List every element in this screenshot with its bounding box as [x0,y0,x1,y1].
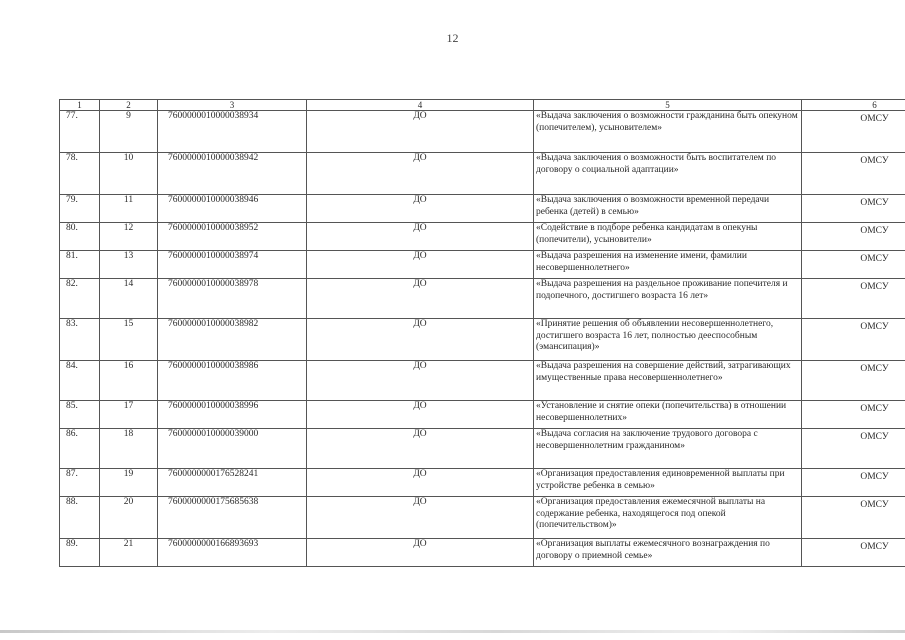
organization: ОМСУ [802,251,905,279]
service-code: 7600000010000038996 [158,401,307,429]
table-row [60,319,905,361]
row-number: 81. [60,251,100,279]
header-row [60,100,905,111]
service-name: «Выдача заключения о возможности временной передачи ребенка (детей) в семью» [534,195,802,223]
service-type: ДО [307,401,534,429]
service-type: ДО [307,429,534,469]
service-name: «Выдача разрешения на изменение имени, фамилии несовершеннолетнего» [534,251,802,279]
organization: ОМСУ [802,223,905,251]
organization: ОМСУ [802,429,905,469]
table-row [60,497,905,539]
row-number: 80. [60,223,100,251]
service-name: «Выдача заключения о возможности быть воспитателем по договору о социальной адаптации» [534,153,802,195]
column-header: 6 [802,100,905,111]
organization: ОМСУ [802,361,905,401]
sub-number: 18 [100,429,158,469]
row-number: 85. [60,401,100,429]
service-name: «Принятие решения об объявлении несовершеннолетнего, достигшего возраста 16 лет, полностью дееспособным (эмансипация)» [534,319,802,361]
service-type: ДО [307,279,534,319]
row-number: 79. [60,195,100,223]
service-code: 7600000010000038974 [158,251,307,279]
service-type: ДО [307,153,534,195]
service-name: «Организация предоставления единовременной выплаты при устройстве ребенка в семью» [534,469,802,497]
organization: ОМСУ [802,401,905,429]
table-row [60,111,905,153]
column-header: 3 [158,100,307,111]
organization: ОМСУ [802,279,905,319]
row-number: 87. [60,469,100,497]
service-name: «Выдача разрешения на совершение действий, затрагивающих имущественные права несовершеннолетнего» [534,361,802,401]
organization: ОМСУ [802,111,905,153]
row-number: 78. [60,153,100,195]
sub-number: 15 [100,319,158,361]
table-row [60,539,905,567]
service-code: 7600000010000039000 [158,429,307,469]
table-row [60,361,905,401]
service-code: 7600000010000038942 [158,153,307,195]
table-row [60,153,905,195]
organization: ОМСУ [802,539,905,567]
table-row [60,251,905,279]
service-code: 7600000010000038982 [158,319,307,361]
row-number: 89. [60,539,100,567]
column-header: 4 [307,100,534,111]
service-code: 7600000010000038934 [158,111,307,153]
service-type: ДО [307,319,534,361]
service-type: ДО [307,497,534,539]
service-type: ДО [307,469,534,497]
sub-number: 17 [100,401,158,429]
table-row [60,223,905,251]
organization: ОМСУ [802,195,905,223]
organization: ОМСУ [802,469,905,497]
scan-edge [0,630,905,633]
sub-number: 9 [100,111,158,153]
sub-number: 21 [100,539,158,567]
table-row [60,469,905,497]
row-number: 83. [60,319,100,361]
organization: ОМСУ [802,319,905,361]
services-table [59,99,905,567]
row-number: 82. [60,279,100,319]
service-code: 7600000010000038946 [158,195,307,223]
service-name: «Организация предоставления ежемесячной выплаты на содержание ребенка, находящегося под опекой (попечительством)» [534,497,802,539]
sub-number: 10 [100,153,158,195]
service-code: 7600000000176528241 [158,469,307,497]
service-name: «Установление и снятие опеки (попечительства) в отношении несовершеннолетних» [534,401,802,429]
service-type: ДО [307,195,534,223]
column-header: 5 [534,100,802,111]
sub-number: 13 [100,251,158,279]
sub-number: 20 [100,497,158,539]
table-row [60,429,905,469]
service-type: ДО [307,361,534,401]
table-row [60,279,905,319]
service-name: «Выдача заключения о возможности гражданина быть опекуном (попечителем), усыновителем» [534,111,802,153]
column-header: 1 [60,100,100,111]
service-type: ДО [307,539,534,567]
service-type: ДО [307,111,534,153]
service-name: «Организация выплаты ежемесячного вознаграждения по договору о приемной семье» [534,539,802,567]
service-name: «Выдача согласия на заключение трудового договора с несовершеннолетним гражданином» [534,429,802,469]
organization: ОМСУ [802,153,905,195]
service-code: 7600000000175685638 [158,497,307,539]
organization: ОМСУ [802,497,905,539]
sub-number: 11 [100,195,158,223]
sub-number: 12 [100,223,158,251]
service-code: 7600000010000038986 [158,361,307,401]
table-row [60,401,905,429]
service-code: 7600000010000038952 [158,223,307,251]
row-number: 86. [60,429,100,469]
sub-number: 19 [100,469,158,497]
page-number: 12 [446,31,459,45]
service-name: «Выдача разрешения на раздельное проживание попечителя и подопечного, достигшего возраста 16 лет» [534,279,802,319]
service-code: 7600000000166893693 [158,539,307,567]
row-number: 88. [60,497,100,539]
row-number: 84. [60,361,100,401]
column-header: 2 [100,100,158,111]
row-number: 77. [60,111,100,153]
service-type: ДО [307,251,534,279]
sub-number: 16 [100,361,158,401]
service-type: ДО [307,223,534,251]
service-name: «Содействие в подборе ребенка кандидатам в опекуны (попечители), усыновители» [534,223,802,251]
table-row [60,195,905,223]
service-code: 7600000010000038978 [158,279,307,319]
sub-number: 14 [100,279,158,319]
